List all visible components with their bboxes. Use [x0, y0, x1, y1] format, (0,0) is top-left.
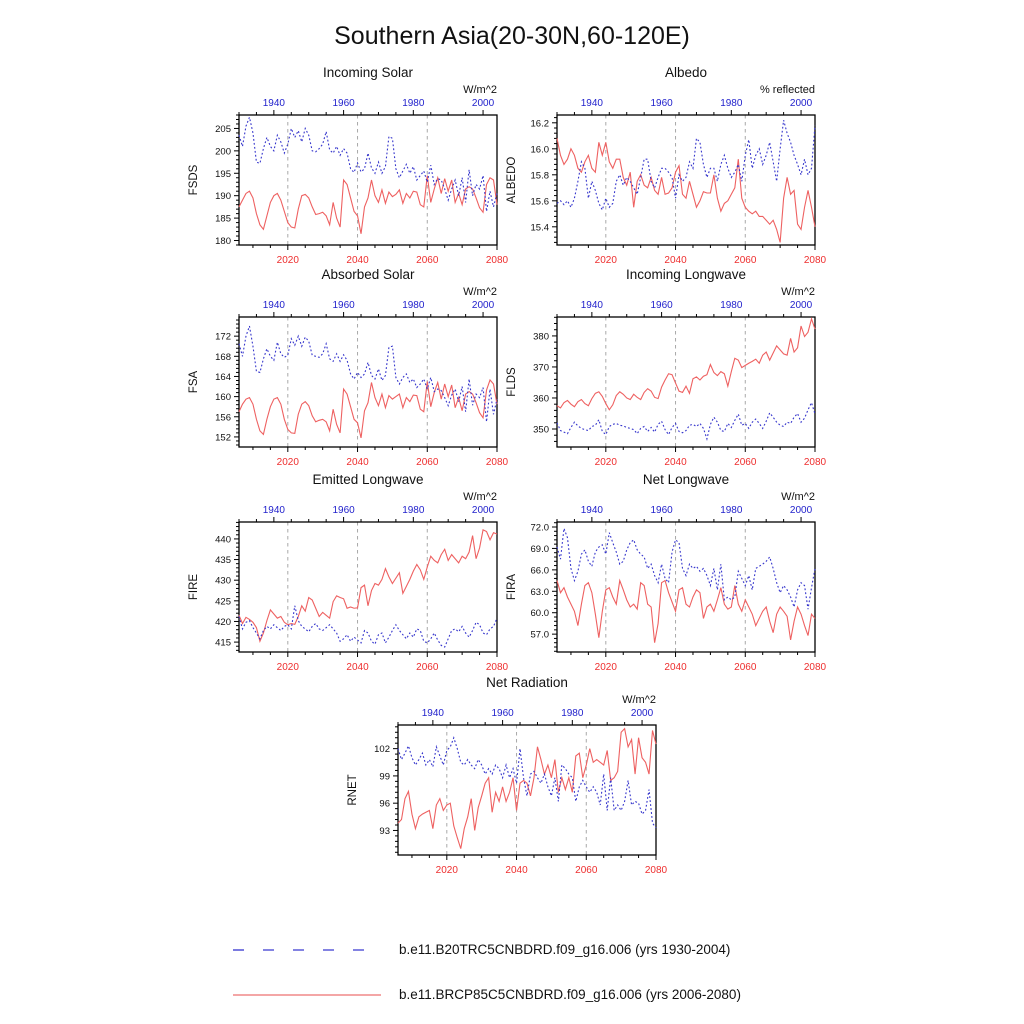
- svg-text:2000: 2000: [471, 98, 495, 109]
- svg-text:FSDS: FSDS: [188, 164, 200, 196]
- svg-text:2080: 2080: [803, 457, 827, 468]
- svg-text:1940: 1940: [262, 505, 285, 516]
- svg-text:2020: 2020: [435, 865, 458, 876]
- svg-text:2000: 2000: [789, 505, 813, 516]
- svg-text:66.0: 66.0: [530, 565, 549, 577]
- svg-text:2000: 2000: [789, 98, 813, 109]
- svg-text:2080: 2080: [803, 662, 827, 673]
- svg-text:205: 205: [215, 123, 231, 135]
- svg-text:2000: 2000: [471, 300, 495, 311]
- svg-text:FIRA: FIRA: [506, 573, 518, 601]
- svg-text:% reflected: % reflected: [759, 84, 815, 96]
- svg-text:ALBEDO: ALBEDO: [506, 156, 518, 204]
- svg-text:93: 93: [379, 825, 390, 837]
- legend-entry-historical: [231, 941, 730, 957]
- chart-rnet: [344, 670, 680, 879]
- chart-flds: [503, 262, 839, 471]
- svg-text:200: 200: [215, 146, 231, 158]
- chart-fira: [503, 467, 839, 676]
- svg-text:2060: 2060: [734, 662, 757, 673]
- svg-text:FSA: FSA: [188, 370, 200, 394]
- svg-text:2080: 2080: [485, 662, 509, 673]
- svg-text:60.0: 60.0: [530, 608, 549, 620]
- svg-text:425: 425: [215, 596, 231, 608]
- svg-text:2060: 2060: [734, 457, 757, 468]
- legend-entry-rcp85: [231, 986, 741, 1002]
- svg-text:172: 172: [215, 331, 231, 343]
- svg-text:190: 190: [215, 191, 231, 203]
- svg-text:1960: 1960: [332, 300, 355, 311]
- svg-text:Incoming Solar: Incoming Solar: [322, 65, 414, 80]
- svg-text:2020: 2020: [276, 457, 299, 468]
- page-title: Southern Asia(20-30N,60-120E): [334, 22, 690, 50]
- svg-text:72.0: 72.0: [530, 522, 549, 534]
- svg-text:FIRE: FIRE: [188, 573, 200, 601]
- svg-text:2040: 2040: [346, 255, 369, 266]
- svg-text:96: 96: [379, 798, 390, 810]
- series-historical-line: [239, 326, 497, 422]
- svg-text:Absorbed Solar: Absorbed Solar: [321, 267, 415, 282]
- svg-text:1940: 1940: [262, 300, 285, 311]
- svg-text:1960: 1960: [650, 300, 673, 311]
- svg-text:2040: 2040: [664, 662, 687, 673]
- svg-text:2080: 2080: [803, 255, 827, 266]
- svg-text:1980: 1980: [402, 98, 425, 109]
- svg-text:435: 435: [215, 555, 231, 567]
- svg-text:W/m^2: W/m^2: [781, 286, 815, 298]
- svg-text:1980: 1980: [561, 708, 584, 719]
- svg-text:440: 440: [215, 534, 231, 546]
- svg-text:350: 350: [533, 424, 549, 436]
- svg-text:1980: 1980: [402, 300, 425, 311]
- svg-text:1940: 1940: [580, 300, 603, 311]
- series-rcp85-line: [239, 530, 497, 641]
- legend-dashed-line-icon: [231, 942, 383, 956]
- svg-text:2020: 2020: [276, 662, 299, 673]
- svg-text:164: 164: [215, 371, 231, 383]
- svg-text:W/m^2: W/m^2: [622, 694, 656, 706]
- svg-text:2060: 2060: [416, 457, 439, 468]
- svg-text:1940: 1940: [421, 708, 444, 719]
- svg-text:1960: 1960: [650, 98, 673, 109]
- svg-text:1940: 1940: [580, 505, 603, 516]
- svg-text:2060: 2060: [416, 662, 439, 673]
- svg-text:1940: 1940: [262, 98, 285, 109]
- svg-text:Albedo: Albedo: [664, 65, 708, 80]
- svg-text:69.0: 69.0: [530, 543, 549, 555]
- svg-text:2060: 2060: [575, 865, 598, 876]
- svg-text:370: 370: [533, 362, 549, 374]
- legend-solid-line-icon: [231, 987, 383, 1001]
- legend-label-historical: b.e11.B20TRC5CNBDRD.f09_g16.006 (yrs 1930-2004): [399, 941, 731, 957]
- svg-text:1960: 1960: [650, 505, 673, 516]
- svg-text:1980: 1980: [402, 505, 425, 516]
- series-historical-line: [239, 606, 497, 647]
- svg-text:156: 156: [215, 412, 231, 424]
- svg-text:16.2: 16.2: [530, 118, 549, 130]
- svg-text:185: 185: [215, 213, 231, 225]
- svg-text:16.0: 16.0: [530, 144, 549, 156]
- svg-text:2080: 2080: [485, 255, 509, 266]
- svg-text:Incoming Longwave: Incoming Longwave: [625, 267, 747, 282]
- svg-text:99: 99: [379, 771, 390, 783]
- svg-text:380: 380: [533, 331, 549, 343]
- svg-text:1980: 1980: [720, 98, 743, 109]
- svg-text:1940: 1940: [580, 98, 603, 109]
- svg-text:2020: 2020: [594, 457, 617, 468]
- svg-text:2000: 2000: [789, 300, 813, 311]
- svg-text:W/m^2: W/m^2: [463, 286, 497, 298]
- svg-text:1980: 1980: [720, 505, 743, 516]
- series-rcp85-line: [239, 176, 497, 234]
- svg-text:420: 420: [215, 616, 231, 628]
- svg-text:RNET: RNET: [347, 774, 359, 806]
- svg-text:2080: 2080: [485, 457, 509, 468]
- series-rcp85-line: [557, 581, 815, 643]
- svg-text:2040: 2040: [346, 662, 369, 673]
- series-rcp85-line: [239, 380, 497, 438]
- svg-text:1980: 1980: [720, 300, 743, 311]
- svg-text:1960: 1960: [332, 98, 355, 109]
- svg-text:15.8: 15.8: [530, 170, 549, 182]
- svg-text:2020: 2020: [276, 255, 299, 266]
- svg-text:57.0: 57.0: [530, 629, 549, 641]
- svg-text:102: 102: [374, 744, 390, 756]
- svg-text:FLDS: FLDS: [506, 367, 518, 397]
- svg-text:15.4: 15.4: [530, 222, 549, 234]
- svg-text:W/m^2: W/m^2: [781, 491, 815, 503]
- svg-text:Emitted Longwave: Emitted Longwave: [312, 472, 424, 487]
- svg-text:2000: 2000: [630, 708, 654, 719]
- svg-text:2060: 2060: [734, 255, 757, 266]
- svg-text:2040: 2040: [346, 457, 369, 468]
- svg-text:2020: 2020: [594, 662, 617, 673]
- chart-fsds: [185, 60, 521, 269]
- svg-text:168: 168: [215, 351, 231, 363]
- svg-text:180: 180: [215, 236, 231, 248]
- svg-text:1960: 1960: [332, 505, 355, 516]
- svg-text:2000: 2000: [471, 505, 495, 516]
- chart-albedo: [503, 60, 839, 269]
- svg-text:2040: 2040: [664, 255, 687, 266]
- svg-text:160: 160: [215, 392, 231, 404]
- series-rcp85-line: [557, 319, 815, 410]
- svg-text:415: 415: [215, 637, 231, 649]
- legend-label-rcp85: b.e11.BRCP85C5CNBDRD.f09_g16.006 (yrs 2006-2080): [399, 986, 741, 1002]
- svg-text:430: 430: [215, 575, 231, 587]
- svg-text:W/m^2: W/m^2: [463, 491, 497, 503]
- svg-text:63.0: 63.0: [530, 586, 549, 598]
- svg-text:195: 195: [215, 168, 231, 180]
- svg-text:2020: 2020: [594, 255, 617, 266]
- chart-fsa: [185, 262, 521, 471]
- svg-text:2040: 2040: [664, 457, 687, 468]
- series-historical-line: [557, 403, 815, 439]
- svg-text:2060: 2060: [416, 255, 439, 266]
- svg-text:152: 152: [215, 432, 231, 444]
- series-historical-line: [557, 528, 815, 609]
- svg-text:2040: 2040: [505, 865, 528, 876]
- svg-text:Net Radiation: Net Radiation: [486, 675, 568, 690]
- svg-text:Net Longwave: Net Longwave: [642, 472, 730, 487]
- chart-fire: [185, 467, 521, 676]
- svg-text:15.6: 15.6: [530, 196, 549, 208]
- svg-text:2080: 2080: [644, 865, 668, 876]
- svg-text:W/m^2: W/m^2: [463, 84, 497, 96]
- svg-text:1960: 1960: [491, 708, 514, 719]
- svg-text:360: 360: [533, 393, 549, 405]
